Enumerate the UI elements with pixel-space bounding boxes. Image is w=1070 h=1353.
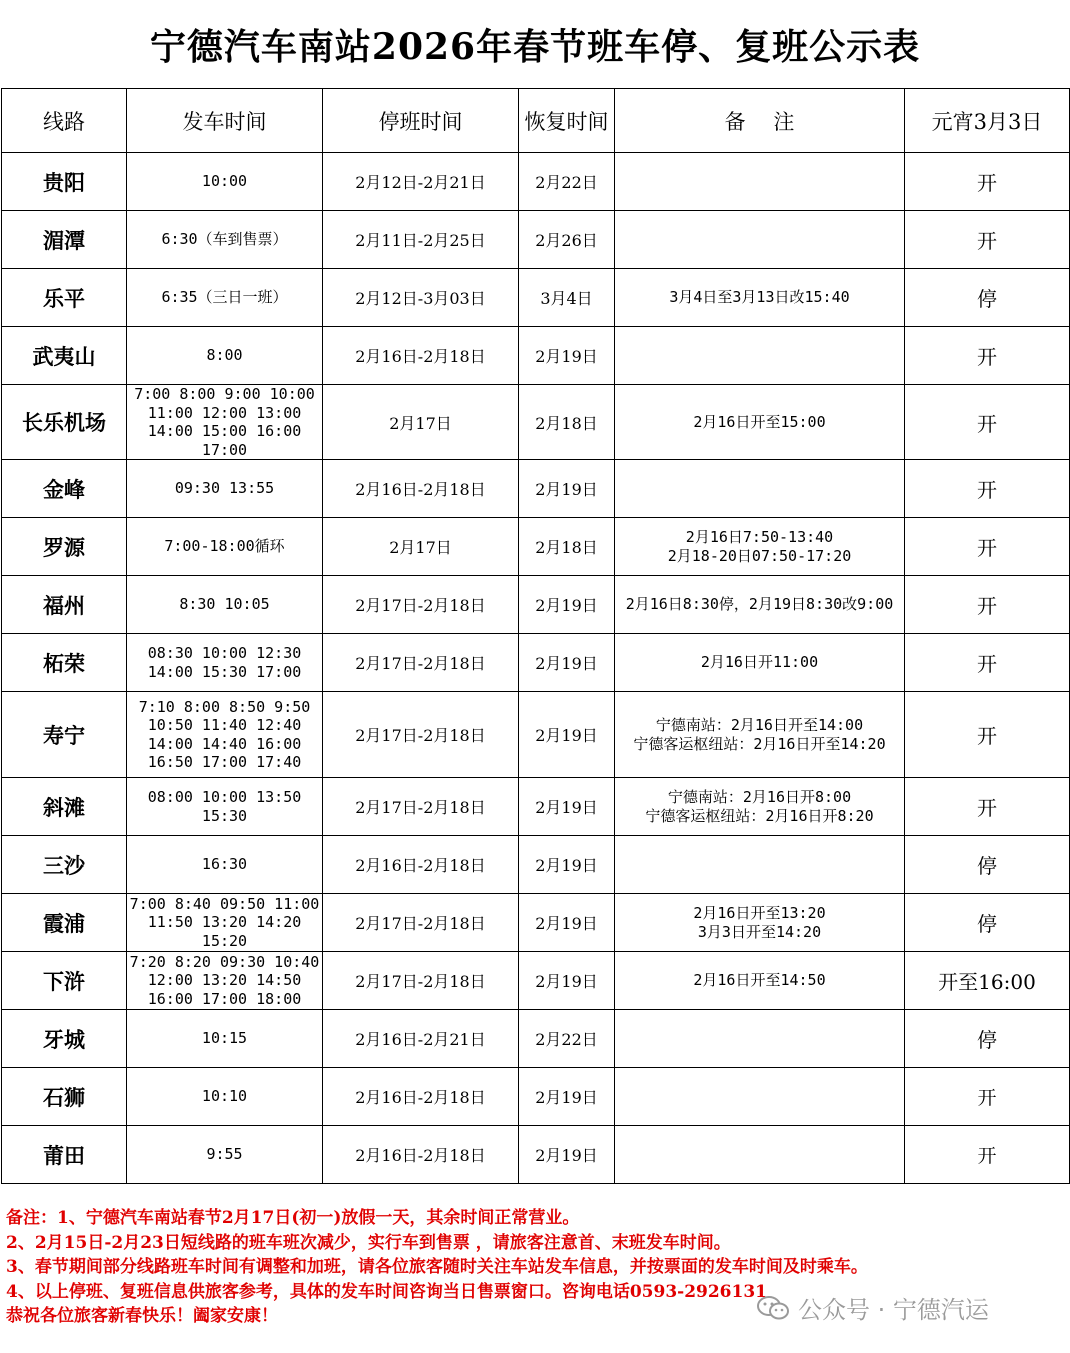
footer-note-3: 3、春节期间部分线路班车时间有调整和加班，请各位旅客随时关注车站发车信息，并按票面的发车时间及时乘车。	[6, 1257, 868, 1277]
lantern-festival-status: 开	[905, 634, 1070, 692]
lantern-festival-status: 开	[905, 576, 1070, 634]
remarks	[615, 952, 905, 1010]
resume-date: 2月19日	[519, 894, 615, 952]
cell-line: 7:00-18:00循环	[164, 537, 285, 556]
stop-period: 2月11日-2月25日	[323, 211, 519, 269]
header-notes: 备 注	[615, 89, 905, 153]
stop-period: 2月16日-2月18日	[323, 327, 519, 385]
cell-line: 3月4日至3月13日改15:40	[669, 288, 850, 306]
lantern-festival-status: 停	[905, 894, 1070, 952]
route-name: 寿宁	[2, 692, 127, 778]
schedule-table	[1, 88, 1070, 1184]
table-row	[2, 460, 1070, 518]
departure-times	[127, 634, 323, 692]
remarks	[615, 327, 905, 385]
cell-line: 14:00 14:40 16:00	[147, 734, 302, 753]
cell-line: 11:50 13:20 14:20	[147, 913, 302, 932]
route-name: 下浒	[2, 952, 127, 1010]
table-row	[2, 518, 1070, 576]
lantern-festival-status: 开	[905, 1068, 1070, 1126]
departure-times	[127, 327, 323, 385]
resume-date: 3月4日	[519, 269, 615, 327]
lantern-festival-status: 停	[905, 1010, 1070, 1068]
table-row	[2, 1126, 1070, 1184]
departure-times	[127, 153, 323, 211]
stop-period: 2月17日	[323, 518, 519, 576]
page-title: 宁德汽车南站2026年春节班车停、复班公示表	[149, 25, 921, 68]
route-name: 罗源	[2, 518, 127, 576]
footer-note-4: 4、以上停班、复班信息供旅客参考，具体的发车时间咨询当日售票窗口。咨询电话0593-2926131	[6, 1281, 767, 1302]
cell-line: 7:00 8:40 09:50 11:00	[129, 894, 320, 913]
watermark-text: 公众号 · 宁德汽运	[798, 1296, 989, 1324]
header-depart-time: 发车时间	[127, 89, 323, 153]
cell-line: 15:30	[201, 806, 248, 825]
cell-line: 宁德南站：2月16日开至14:00	[655, 715, 864, 734]
cell-line: 10:10	[201, 1087, 248, 1106]
cell-line: 9:55	[206, 1145, 243, 1164]
remarks	[615, 1126, 905, 1184]
cell-line: 6:30（车到售票）	[161, 230, 288, 249]
cell-line: 15:20	[201, 931, 248, 950]
cell-line: 14:00 15:30 17:00	[147, 662, 302, 681]
cell-line: 8:00	[206, 346, 243, 365]
cell-line: 2月16日7:50-13:40	[685, 527, 834, 546]
remarks	[615, 778, 905, 836]
lantern-festival-status: 开	[905, 327, 1070, 385]
header-lantern-festival: 元宵3月3日	[905, 89, 1070, 153]
remarks	[615, 1068, 905, 1126]
cell-line: 7:20 8:20 09:30 10:40	[129, 952, 320, 971]
table-row	[2, 836, 1070, 894]
header-route: 线路	[2, 89, 127, 153]
stop-period: 2月16日-2月21日	[323, 1010, 519, 1068]
table-row	[2, 1010, 1070, 1068]
cell-line: 宁德客运枢纽站：2月16日开至14:20	[633, 734, 886, 753]
watermark	[756, 1290, 989, 1325]
route-name: 福州	[2, 576, 127, 634]
lantern-festival-status: 开	[905, 1126, 1070, 1184]
lantern-festival-status: 开	[905, 153, 1070, 211]
remarks	[615, 460, 905, 518]
footer-note-1: 备注：1、宁德汽车南站春节2月17日(初一)放假一天，其余时间正常营业。	[6, 1208, 580, 1228]
cell-line: 宁德南站：2月16日开8:00	[667, 787, 852, 806]
departure-times	[127, 269, 323, 327]
lantern-festival-status: 开	[905, 460, 1070, 518]
route-name: 三沙	[2, 836, 127, 894]
table-row	[2, 211, 1070, 269]
table-row	[2, 952, 1070, 1010]
cell-line: 16:30	[201, 855, 248, 874]
stop-period: 2月17日-2月18日	[323, 692, 519, 778]
departure-times	[127, 385, 323, 460]
cell-line: 10:50 11:40 12:40	[147, 716, 302, 734]
remarks	[615, 836, 905, 894]
remarks	[615, 518, 905, 576]
resume-date: 2月22日	[519, 1010, 615, 1068]
table-row	[2, 894, 1070, 952]
route-name: 贵阳	[2, 153, 127, 211]
stop-period: 2月17日-2月18日	[323, 576, 519, 634]
cell-line: 2月16日开11:00	[700, 653, 819, 671]
route-name: 斜滩	[2, 778, 127, 836]
stop-period: 2月16日-2月18日	[323, 1068, 519, 1126]
lantern-festival-status: 开	[905, 211, 1070, 269]
lantern-festival-status: 开	[905, 692, 1070, 778]
resume-date: 2月19日	[519, 1126, 615, 1184]
footer-greeting: 恭祝各位旅客新春快乐！阖家安康！	[6, 1306, 278, 1326]
cell-line: 14:00 15:00 16:00	[147, 422, 302, 440]
route-name: 金峰	[2, 460, 127, 518]
stop-period: 2月17日-2月18日	[323, 634, 519, 692]
table-row	[2, 269, 1070, 327]
departure-times	[127, 692, 323, 778]
stop-period: 2月17日-2月18日	[323, 952, 519, 1010]
stop-period: 2月17日-2月18日	[323, 778, 519, 836]
remarks	[615, 153, 905, 211]
cell-line: 16:00 17:00 18:00	[147, 989, 302, 1008]
header-stop-period: 停班时间	[323, 89, 519, 153]
stop-period: 2月16日-2月18日	[323, 836, 519, 894]
cell-line: 17:00	[201, 440, 248, 459]
route-name: 莆田	[2, 1126, 127, 1184]
header-row	[2, 89, 1070, 153]
departure-times	[127, 1010, 323, 1068]
departure-times	[127, 894, 323, 952]
cell-line: 6:35（三日一班）	[161, 288, 288, 307]
remarks	[615, 634, 905, 692]
cell-line: 8:30 10:05	[179, 595, 270, 614]
cell-line: 7:00 8:00 9:00 10:00	[134, 385, 315, 403]
resume-date: 2月19日	[519, 460, 615, 518]
departure-times	[127, 778, 323, 836]
route-name: 牙城	[2, 1010, 127, 1068]
departure-times	[127, 952, 323, 1010]
stop-period: 2月16日-2月18日	[323, 1126, 519, 1184]
cell-line: 10:00	[201, 172, 248, 191]
remarks	[615, 576, 905, 634]
resume-date: 2月19日	[519, 692, 615, 778]
stop-period: 2月12日-2月21日	[323, 153, 519, 211]
cell-line: 7:10 8:00 8:50 9:50	[138, 697, 311, 716]
lantern-festival-status: 停	[905, 269, 1070, 327]
lantern-festival-status: 开	[905, 385, 1070, 460]
resume-date: 2月18日	[519, 385, 615, 460]
departure-times	[127, 460, 323, 518]
route-name: 石狮	[2, 1068, 127, 1126]
resume-date: 2月19日	[519, 576, 615, 634]
table-row	[2, 778, 1070, 836]
departure-times	[127, 576, 323, 634]
stop-period: 2月12日-3月03日	[323, 269, 519, 327]
resume-date: 2月19日	[519, 836, 615, 894]
resume-date: 2月19日	[519, 952, 615, 1010]
cell-line: 12:00 13:20 14:50	[147, 971, 302, 990]
lantern-festival-status: 开至16:00	[905, 952, 1070, 1010]
route-name: 湄潭	[2, 211, 127, 269]
lantern-festival-status: 开	[905, 778, 1070, 836]
remarks	[615, 385, 905, 460]
resume-date: 2月19日	[519, 778, 615, 836]
cell-line: 10:15	[201, 1029, 248, 1048]
cell-line: 2月16日8:30停，2月19日8:30改9:00	[625, 595, 894, 613]
table-row	[2, 1068, 1070, 1126]
cell-line: 09:30 13:55	[174, 479, 275, 498]
cell-line: 2月16日开至15:00	[693, 412, 826, 431]
header-resume-date: 恢复时间	[519, 89, 615, 153]
departure-times	[127, 836, 323, 894]
departure-times	[127, 1126, 323, 1184]
resume-date: 2月19日	[519, 1068, 615, 1126]
remarks	[615, 211, 905, 269]
resume-date: 2月19日	[519, 634, 615, 692]
lantern-festival-status: 停	[905, 836, 1070, 894]
lantern-festival-status: 开	[905, 518, 1070, 576]
stop-period: 2月17日-2月18日	[323, 894, 519, 952]
departure-times	[127, 518, 323, 576]
resume-date: 2月22日	[519, 153, 615, 211]
resume-date: 2月26日	[519, 211, 615, 269]
remarks	[615, 894, 905, 952]
footer-note-2: 2、2月15日-2月23日短线路的班车班次减少，实行车到售票 ，请旅客注意首、末班发车时间。	[6, 1232, 731, 1253]
cell-line: 16:50 17:00 17:40	[147, 753, 302, 771]
cell-line: 2月16日开至13:20	[693, 903, 826, 922]
cell-line: 08:30 10:00 12:30	[147, 644, 302, 662]
resume-date: 2月19日	[519, 327, 615, 385]
table-row	[2, 385, 1070, 460]
table-row	[2, 153, 1070, 211]
resume-date: 2月18日	[519, 518, 615, 576]
table-row	[2, 692, 1070, 778]
route-name: 霞浦	[2, 894, 127, 952]
cell-line: 2月18-20日07:50-17:20	[667, 546, 852, 565]
table-row	[2, 634, 1070, 692]
cell-line: 3月3日开至14:20	[697, 922, 822, 941]
table-row	[2, 327, 1070, 385]
cell-line: 宁德客运枢纽站：2月16日开8:20	[645, 806, 874, 825]
route-name: 乐平	[2, 269, 127, 327]
cell-line: 08:00 10:00 13:50	[147, 788, 302, 806]
stop-period: 2月17日	[323, 385, 519, 460]
remarks	[615, 1010, 905, 1068]
route-name: 长乐机场	[2, 385, 127, 460]
route-name: 柘荣	[2, 634, 127, 692]
departure-times	[127, 1068, 323, 1126]
cell-line: 11:00 12:00 13:00	[147, 403, 302, 422]
departure-times	[127, 211, 323, 269]
remarks	[615, 269, 905, 327]
wechat-icon	[756, 1295, 790, 1321]
route-name: 武夷山	[2, 327, 127, 385]
stop-period: 2月16日-2月18日	[323, 460, 519, 518]
cell-line: 2月16日开至14:50	[693, 971, 826, 989]
remarks	[615, 692, 905, 778]
table-row	[2, 576, 1070, 634]
